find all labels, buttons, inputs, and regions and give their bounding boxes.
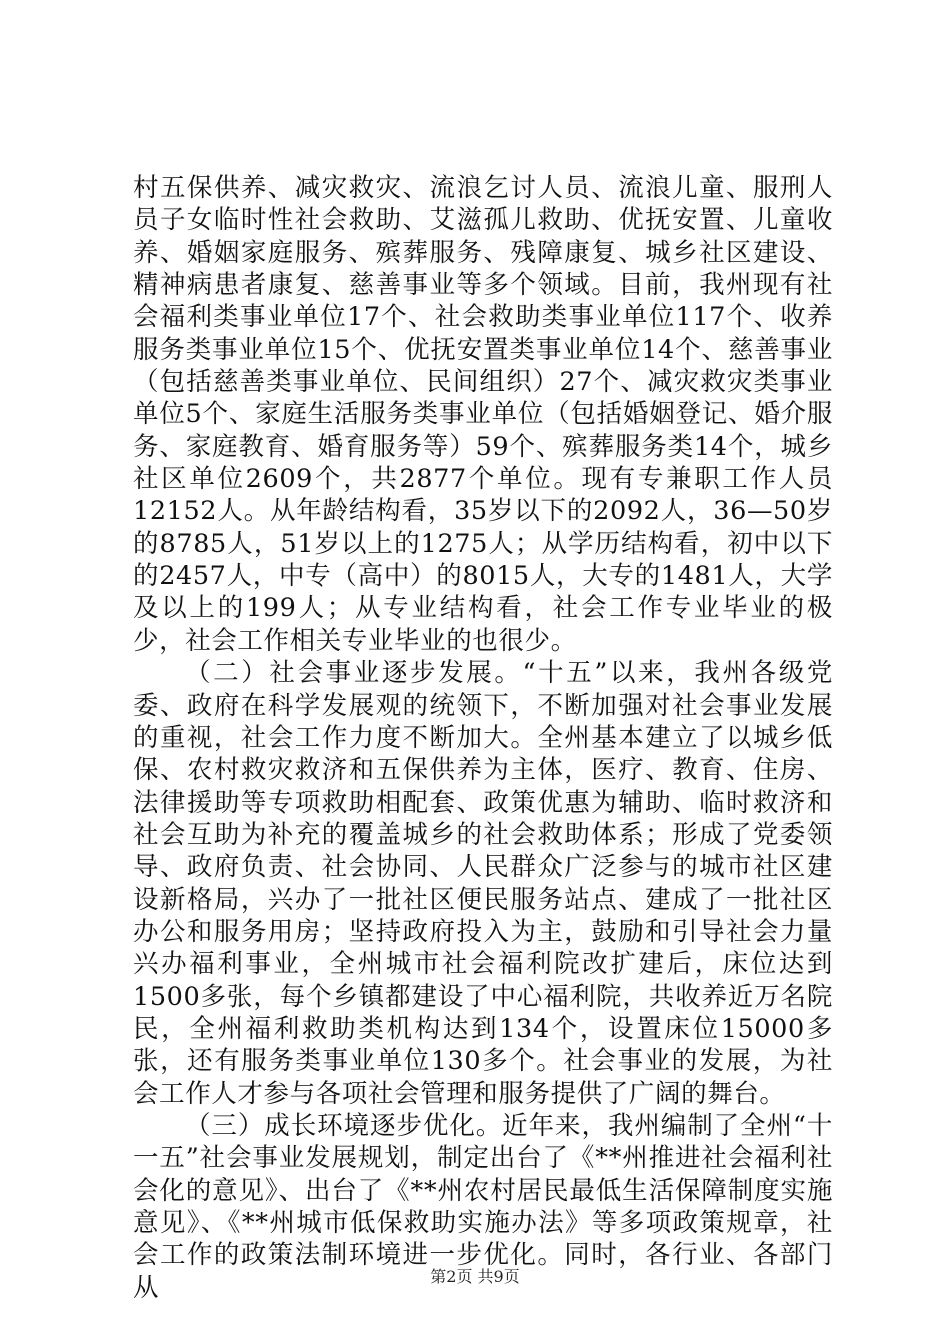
paragraph-2: （二）社会事业逐步发展。“十五”以来，我州各级党委、政府在科学发展观的统领下，不断加强对社会事业发展的重视，社会工作力度不断加大。全州基本建立了以城乡低保、农村救灾救济和五保供养为主体，医疗、教育、住房、法律援助等专项救助相配套、政策优惠为辅助、临时救济和社会互助为补充的覆盖城乡的社会救助体系；形成了党委领导、政府负责、社会协同、人民群众广泛参与的城市社区建设新格局，兴办了一批社区便民服务站点、建成了一批社区办公和服务用房；坚持政府投入为主，鼓励和引导社会力量兴办福利事业，全州城市社会福利院改扩建后，床位达到1500多张，每个乡镇都建设了中心福利院，共收养近万名院民，全州福利救助类机构达到134个，设置床位15000多张，还有服务类事业单位130多个。社会事业的发展，为社会工作人才参与各项社会管理和服务提供了广阔的舞台。 [133,658,833,1109]
document-body [133,172,833,1304]
page-footer [0,1264,950,1287]
paragraph-3: （三）成长环境逐步优化。近年来，我州编制了全州“十一五”社会事业发展规划，制定出台了《**州推进社会福利社会化的意见》、出台了《**州农村居民最低生活保障制度实施意见》、《**州城市低保救助实施办法》等多项政策规章，社会工作的政策法制环境进一步优化。同时，各行业、各部门从 [133,1110,833,1303]
page-number-label: 第2页 共9页 [430,1267,520,1286]
paragraph-1: 村五保供养、减灾救灾、流浪乞讨人员、流浪儿童、服刑人员子女临时性社会救助、艾滋孤儿救助、优抚安置、儿童收养、婚姻家庭服务、殡葬服务、残障康复、城乡社区建设、精神病患者康复、慈善事业等多个领域。目前，我州现有社会福利类事业单位17个、社会救助类事业单位117个、收养服务类事业单位15个、优抚安置类事业单位14个、慈善事业（包括慈善类事业单位、民间组织）27个、减灾救灾类事业单位5个、家庭生活服务类事业单位（包括婚姻登记、婚介服务、家庭教育、婚育服务等）59个、殡葬服务类14个，城乡社区单位2609个，共2877个单位。现有专兼职工作人员12152人。从年龄结构看，35岁以下的2092人，36—50岁的8785人，51岁以上的1275人；从学历结构看，初中以下的2457人，中专（高中）的8015人，大专的1481人，大学及以上的199人；从专业结构看，社会工作专业毕业的极少，社会工作相关专业毕业的也很少。 [133,173,833,656]
